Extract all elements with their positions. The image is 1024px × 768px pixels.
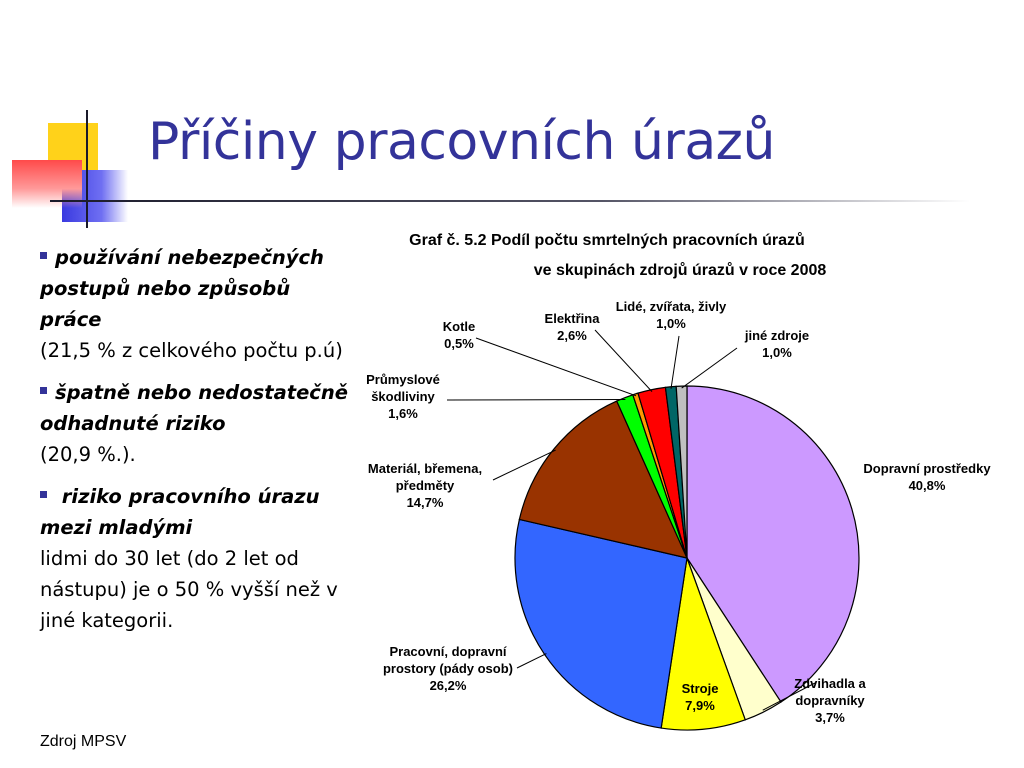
slice-value-label: 26,2% bbox=[429, 678, 467, 693]
bullet-item bbox=[40, 481, 352, 636]
leader-line bbox=[682, 348, 737, 388]
bullet-marker bbox=[40, 252, 47, 259]
slice-value-label: 1,0% bbox=[656, 316, 686, 331]
slice-category-label: Materiál, břemena, bbox=[367, 461, 483, 476]
bullet-marker bbox=[40, 491, 47, 498]
slice-value-label: 0,5% bbox=[444, 336, 474, 351]
slice-category-label: Pracovní, dopravní bbox=[389, 644, 507, 659]
slice-value-label: 14,7% bbox=[406, 495, 444, 510]
bullet-text: (20,9 %.). bbox=[40, 443, 136, 466]
leader-line bbox=[595, 330, 652, 392]
chart-subtitle: ve skupinách zdrojů úrazů v roce 2008 bbox=[533, 262, 827, 279]
slice-category-label: škodliviny bbox=[371, 389, 435, 404]
slice-value-label: 7,9% bbox=[685, 698, 715, 713]
source-note: Zdroj MPSV bbox=[40, 733, 127, 750]
bullet-item bbox=[40, 242, 352, 366]
slice-value-label: 2,6% bbox=[557, 328, 587, 343]
slice-category-label: Stroje bbox=[681, 681, 719, 696]
slice-category-label: předměty bbox=[395, 478, 455, 493]
chart-title: Graf č. 5.2 Podíl počtu smrtelných pracovních úrazů bbox=[409, 232, 805, 249]
bullet-text: lidmi do 30 let (do 2 let od nástupu) je o 50 % vyšší než v jiné kategorii. bbox=[40, 547, 338, 632]
bullet-marker bbox=[40, 387, 47, 394]
slice-category-label: jiné zdroje bbox=[744, 328, 810, 343]
bullet-emphasis: špatně nebo nedostatečně odhadnuté riziko bbox=[40, 381, 348, 435]
slice-category-label: Lidé, zvířata, živly bbox=[615, 299, 727, 314]
slice-category-label: Průmyslové bbox=[366, 372, 440, 387]
slice-category-label: Elektřina bbox=[544, 311, 600, 326]
bullet-list bbox=[40, 242, 352, 647]
slice-category-label: prostory (pády osob) bbox=[382, 661, 514, 676]
slice-category-label: Zdvihadla a bbox=[794, 676, 866, 691]
page-title: Příčiny pracovních úrazů bbox=[148, 112, 775, 172]
bullet-item bbox=[40, 377, 352, 470]
pie-chart bbox=[345, 210, 1015, 750]
bullet-emphasis: používání nebezpečných postupů nebo způsobů práce bbox=[40, 246, 324, 331]
slice-category-label: Kotle bbox=[442, 319, 476, 334]
leader-line bbox=[476, 338, 636, 396]
slice-value-label: 1,0% bbox=[762, 345, 792, 360]
bullet-emphasis: riziko pracovního úrazu mezi mladými bbox=[40, 485, 320, 539]
slice-category-label: Dopravní prostředky bbox=[863, 461, 991, 476]
slice-category-label: dopravníky bbox=[795, 693, 865, 708]
bullet-text: (21,5 % z celkového počtu p.ú) bbox=[40, 339, 343, 362]
slice-value-label: 3,7% bbox=[815, 710, 845, 725]
title-underline bbox=[50, 200, 970, 202]
leader-line bbox=[671, 336, 679, 389]
decor-vertical-line bbox=[86, 110, 88, 228]
slice-value-label: 40,8% bbox=[908, 478, 946, 493]
leader-line bbox=[517, 654, 546, 668]
slice-value-label: 1,6% bbox=[388, 406, 418, 421]
